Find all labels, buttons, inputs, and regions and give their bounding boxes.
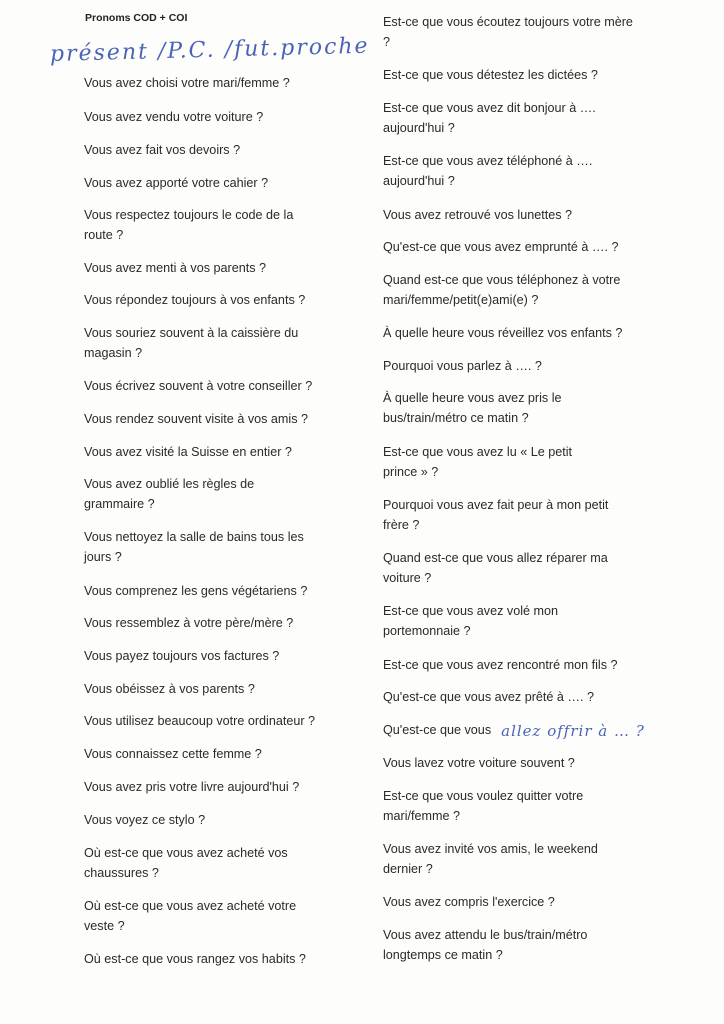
- handwritten-note: présent /P.C. /fut.proche: [49, 33, 370, 67]
- list-item: Vous avez attendu le bus/train/métro longtemps ce matin ?: [383, 928, 588, 962]
- list-item: Où est-ce que vous avez acheté votre veste ?: [84, 899, 297, 933]
- list-item: Vous écrivez souvent à votre conseiller ?: [84, 379, 313, 393]
- list-item: Vous souriez souvent à la caissière du magasin ?: [84, 326, 299, 360]
- list-item: Vous avez invité vos amis, le weekend dernier ?: [383, 842, 598, 876]
- list-item: À quelle heure vous avez pris le bus/train/métro ce matin ?: [383, 391, 562, 425]
- list-item: Vous ressemblez à votre père/mère ?: [84, 616, 294, 630]
- list-item: Vous avez apporté votre cahier ?: [84, 176, 269, 190]
- list-item: Vous avez visité la Suisse en entier ?: [84, 445, 292, 459]
- list-item: Vous avez fait vos devoirs ?: [84, 143, 241, 157]
- list-item: Est-ce que vous voulez quitter votre mari/femme ?: [383, 789, 584, 823]
- list-item: [383, 719, 703, 740]
- list-item: Vous comprenez les gens végétariens ?: [84, 584, 308, 598]
- list-item: Où est-ce que vous rangez vos habits ?: [84, 952, 306, 966]
- list-item: Vous avez vendu votre voiture ?: [84, 110, 264, 124]
- list-item: Vous rendez souvent visite à vos amis ?: [84, 412, 309, 426]
- list-item: Vous voyez ce stylo ?: [84, 813, 206, 827]
- handwritten-answer: allez offrir à … ?: [501, 722, 645, 740]
- list-item: Quand est-ce que vous allez réparer ma voiture ?: [383, 551, 608, 585]
- list-item: Est-ce que vous avez volé mon portemonnaie ?: [383, 604, 559, 638]
- list-item: Vous payez toujours vos factures ?: [84, 649, 280, 663]
- list-item: Est-ce que vous avez rencontré mon fils ?: [383, 658, 618, 672]
- document-title: Pronoms COD + COI: [85, 12, 188, 24]
- list-item: Où est-ce que vous avez acheté vos chaussures ?: [84, 846, 288, 880]
- list-item: Vous avez compris l'exercice ?: [383, 895, 555, 909]
- list-item: Est-ce que vous avez dit bonjour à …. aujourd'hui ?: [383, 101, 596, 135]
- list-item: Vous obéissez à vos parents ?: [84, 682, 255, 696]
- list-item: Qu'est-ce que vous avez emprunté à …. ?: [383, 240, 619, 254]
- list-item: Vous avez choisi votre mari/femme ?: [84, 76, 290, 90]
- list-item: Pourquoi vous avez fait peur à mon petit frère ?: [383, 498, 609, 532]
- list-item: Vous respectez toujours le code de la route ?: [84, 208, 294, 242]
- list-item: Pourquoi vous parlez à …. ?: [383, 359, 542, 373]
- list-item: Est-ce que vous avez téléphoné à …. aujourd'hui ?: [383, 154, 593, 188]
- list-item: Est-ce que vous écoutez toujours votre mère ?: [383, 15, 633, 49]
- list-item-text: Qu'est-ce que vous: [383, 723, 492, 737]
- list-item: Est-ce que vous avez lu « Le petit prince » ?: [383, 445, 573, 479]
- list-item: Vous connaissez cette femme ?: [84, 747, 262, 761]
- list-item: Vous lavez votre voiture souvent ?: [383, 756, 575, 770]
- list-item: Vous utilisez beaucoup votre ordinateur ?: [84, 714, 316, 728]
- list-item: Qu'est-ce que vous avez prêté à …. ?: [383, 690, 595, 704]
- list-item: Quand est-ce que vous téléphonez à votre mari/femme/petit(e)ami(e) ?: [383, 273, 621, 307]
- list-item: Est-ce que vous détestez les dictées ?: [383, 68, 598, 82]
- list-item: Vous répondez toujours à vos enfants ?: [84, 293, 306, 307]
- list-item: Vous avez pris votre livre aujourd'hui ?: [84, 780, 300, 794]
- list-item: Vous avez menti à vos parents ?: [84, 261, 267, 275]
- list-item: Vous avez oublié les règles de grammaire ?: [84, 477, 255, 511]
- list-item: À quelle heure vous réveillez vos enfants ?: [383, 326, 623, 340]
- list-item: Vous nettoyez la salle de bains tous les jours ?: [84, 530, 304, 564]
- list-item: Vous avez retrouvé vos lunettes ?: [383, 208, 573, 222]
